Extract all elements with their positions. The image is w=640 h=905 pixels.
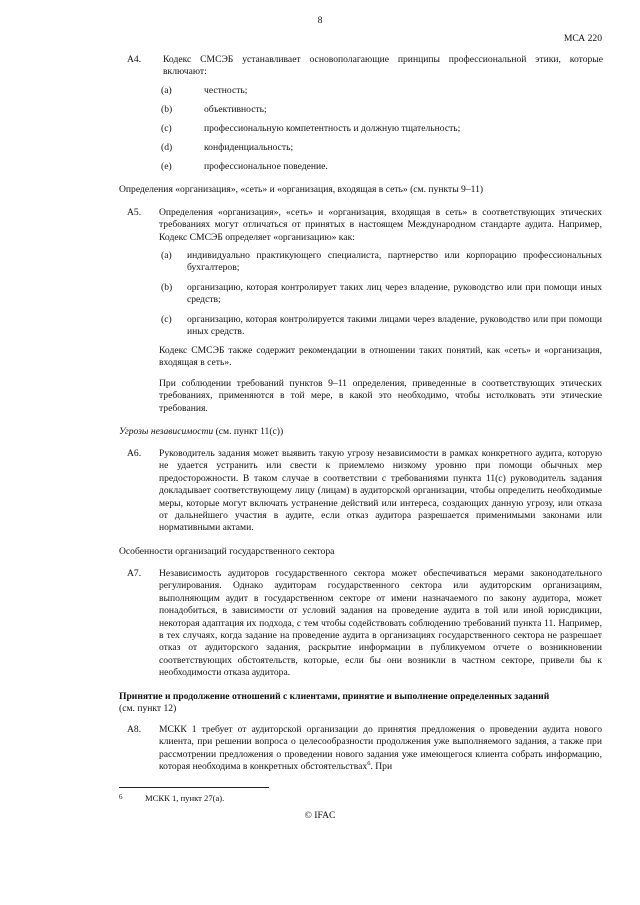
list-item: конфиденциальность; xyxy=(204,142,294,153)
paragraph-a8 xyxy=(159,724,602,774)
paragraph-a5: Определения «организация», «сеть» и «организация, входящая в сеть» в соответствующих этических требованиях могут отличаться от принятых в настоящем Международном стандарте аудита. Например, Кодекс СМСЭБ определяет «организацию» как: xyxy=(159,207,602,243)
footnote-text: МСКК 1, пункт 27(а). xyxy=(145,793,225,803)
list-mark: (c) xyxy=(161,123,172,134)
list-item: честность; xyxy=(204,85,248,96)
paragraph-label-a5: A5. xyxy=(127,207,142,218)
copyright-footer: © IFAC xyxy=(304,810,336,821)
list-item: профессиональную компетентность и должную тщательность; xyxy=(204,123,461,134)
list-item: индивидуально практикующего специалиста, партнерство или корпорацию профессиональных бухгалтеров; xyxy=(187,250,602,274)
list-item: профессиональное поведение. xyxy=(204,161,328,172)
paragraph-a8-tail: . При xyxy=(370,761,393,773)
list-mark: (a) xyxy=(161,85,172,96)
paragraph-a5-note: Кодекс СМСЭБ также содержит рекомендации в отношении таких понятий, как «сеть» и «организация, входящая в сеть». xyxy=(159,345,602,369)
list-item: объективность; xyxy=(204,104,267,115)
section-heading-acceptance xyxy=(119,691,609,716)
footnote-mark: 6 xyxy=(119,793,123,801)
paragraph-label-a4: A4. xyxy=(127,54,142,65)
footnote-reference: 6 xyxy=(367,760,371,768)
paragraph-label-a6: A6. xyxy=(127,448,142,459)
heading-bold-part: Принятие и продолжение отношений с клиентами, принятие и выполнение определенных заданий xyxy=(119,691,550,702)
list-mark: (c) xyxy=(161,314,172,325)
paragraph-label-a7: A7. xyxy=(127,568,142,579)
list-item: организацию, которая контролируется такими лицами через владение, руководство или при помощи иных средств. xyxy=(187,314,602,338)
section-heading-threats xyxy=(119,426,599,438)
page-number: 8 xyxy=(317,15,323,26)
list-mark: (d) xyxy=(161,142,173,153)
section-heading-definitions: Определения «организация», «сеть» и «организация, входящая в сеть» (см. пункты 9–11) xyxy=(119,184,484,195)
paragraph-a8-text: МСКК 1 требует от аудиторской организации до принятия предложения о проведении аудита нового клиента, при решении вопроса о целесообразности продолжения уже выполняемого задания, а также при рассмотрении предложения о проведении нового задания уже имеющегося клиента собрать информацию, которая необходима в конкретных обстоятельствах xyxy=(159,724,602,773)
document-code: МСА 220 xyxy=(563,33,602,44)
section-heading-public-sector: Особенности организаций государственного сектора xyxy=(119,546,335,557)
heading-italic-part: Угрозы независимости xyxy=(119,426,214,437)
list-mark: (b) xyxy=(161,282,173,293)
heading-reference: (см. пункт 11(с)) xyxy=(213,426,284,437)
list-mark: (a) xyxy=(161,250,172,261)
heading-reference: (см. пункт 12) xyxy=(119,703,177,715)
list-mark: (b) xyxy=(161,104,173,115)
footnote-divider xyxy=(119,787,269,788)
paragraph-a6: Руководитель задания может выявить такую угрозу независимости в рамках конкретного аудита, которую не удается устранить или свести к приемлемо низкому уровню при помощи обычных мер предосторожности. В таком случае в соответствии с требованиями пункта 11(с) руководитель задания докладывает соответствующему лицу (лицам) в аудиторской организации, чтобы определить необходимые меры, которые могут включать устранение действий или интереса, создающих данную угрозу, или отказа от дальнейшего участия в аудите, если отказ аудитора разрешается применимыми законами или нормативными актами. xyxy=(159,448,602,534)
list-mark: (e) xyxy=(161,161,172,172)
paragraph-a7: Независимость аудиторов государственного сектора может обеспечиваться мерами законодательного регулирования. Однако аудиторам государственного сектора или аудиторским организациям, выполняющим аудит в государственном секторе от имени назначаемого по закону аудитора, может понадобиться, в зависимости от условий задания на проведение аудита в той или иной юрисдикции, некоторая адаптация их подхода, с тем чтобы содействовать соблюдению требований пункта 11. Например, в тех случаях, когда задание на проведение аудита в организациях государственного сектора не разрешает отказ от аудиторского задания, раскрытие информации в публикуемом отчете о возникновении соответствующих обстоятельств, которые, если бы они возникли в частном секторе, привели бы к необходимости отказа аудитора. xyxy=(159,568,602,679)
paragraph-a5-application: При соблюдении требований пунктов 9–11 определения, приведенные в соответствующих этических требованиях, применяются в той мере, в какой это необходимо, чтобы истолковать эти этические требования. xyxy=(159,378,602,414)
paragraph-a4: Кодекс СМСЭБ устанавливает основополагающие принципы профессиональной этики, которые включают: xyxy=(163,54,603,78)
paragraph-label-a8: A8. xyxy=(127,724,142,735)
list-item: организацию, которая контролирует таких лиц через владение, руководство или при помощи иных средств; xyxy=(187,282,602,306)
